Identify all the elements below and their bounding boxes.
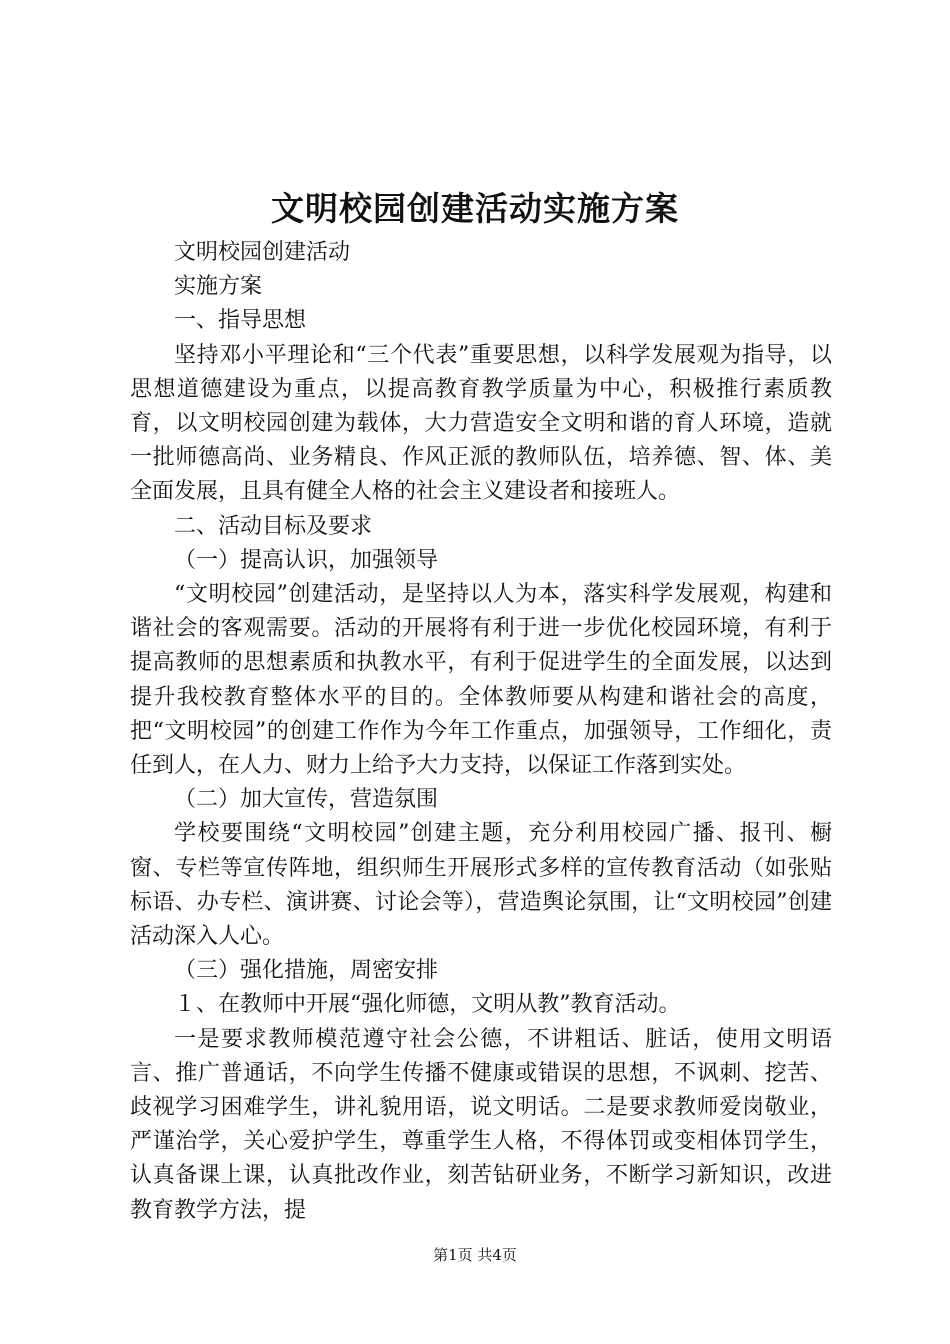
subsection-heading: （一）提高认识，加强领导 xyxy=(174,547,439,573)
paragraph: 文明校园创建活动 xyxy=(174,240,351,265)
document-body xyxy=(130,236,832,1228)
section-heading: 一、指导思想 xyxy=(174,308,307,334)
section-heading: 二、活动目标及要求 xyxy=(174,513,373,539)
subsection-heading: （二）加大宣传，营造氛围 xyxy=(174,787,439,813)
paragraph: 实施方案 xyxy=(174,274,263,300)
paragraph: 一是要求教师模范遵守社会公德，不讲粗话、脏话，使用文明语言、推广普通话，不向学生传播不健康或错误的思想，不讽刺、挖苦、歧视学习困难学生，讲礼貌用语，说文明话。二是要求教师爱岗敬业，严谨治学，关心爱护学生，尊重学生人格，不得体罚或变相体罚学生，认真备课上课，认真批改作业，刻苦钻研业务，不断学习新知识，改进教育教学方法，提 xyxy=(130,1026,832,1223)
paragraph: “文明校园”创建活动，是坚持以人为本，落实科学发展观，构建和谐社会的客观需要。活动的开展将有利于进一步优化校园环境，有利于提高教师的思想素质和执教水平，有利于促进学生的全面发展，以达到提升我校教育整体水平的目的。全体教师要从构建和谐社会的高度，把“文明校园”的创建工作作为今年工作重点，加强领导，工作细化，责任到人，在人力、财力上给予大力支持，以保证工作落到实处。 xyxy=(130,582,832,779)
paragraph: １、在教师中开展“强化师德，文明从教”教育活动。 xyxy=(174,992,681,1018)
paragraph: 坚持邓小平理论和“三个代表”重要思想，以科学发展观为指导，以思想道德建设为重点，以提高教育教学质量为中心，积极推行素质教育，以文明校园创建为载体，大力营造安全文明和谐的育人环境，造就一批师德高尚、业务精良、作风正派的教师队伍，培养德、智、体、美全面发展，且具有健全人格的社会主义建设者和接班人。 xyxy=(130,342,832,505)
page-footer: 第1页 共4页 xyxy=(433,1246,517,1264)
subsection-heading: （三）强化措施，周密安排 xyxy=(174,958,439,984)
paragraph: 学校要围绕“文明校园”创建主题，充分利用校园广播、报刊、橱窗、专栏等宣传阵地，组织师生开展形式多样的宣传教育活动（如张贴标语、办专栏、演讲赛、讨论会等），营造舆论氛围，让“文明校园”创建活动深入人心。 xyxy=(130,821,832,950)
document-title: 文明校园创建活动实施方案 xyxy=(271,189,679,228)
